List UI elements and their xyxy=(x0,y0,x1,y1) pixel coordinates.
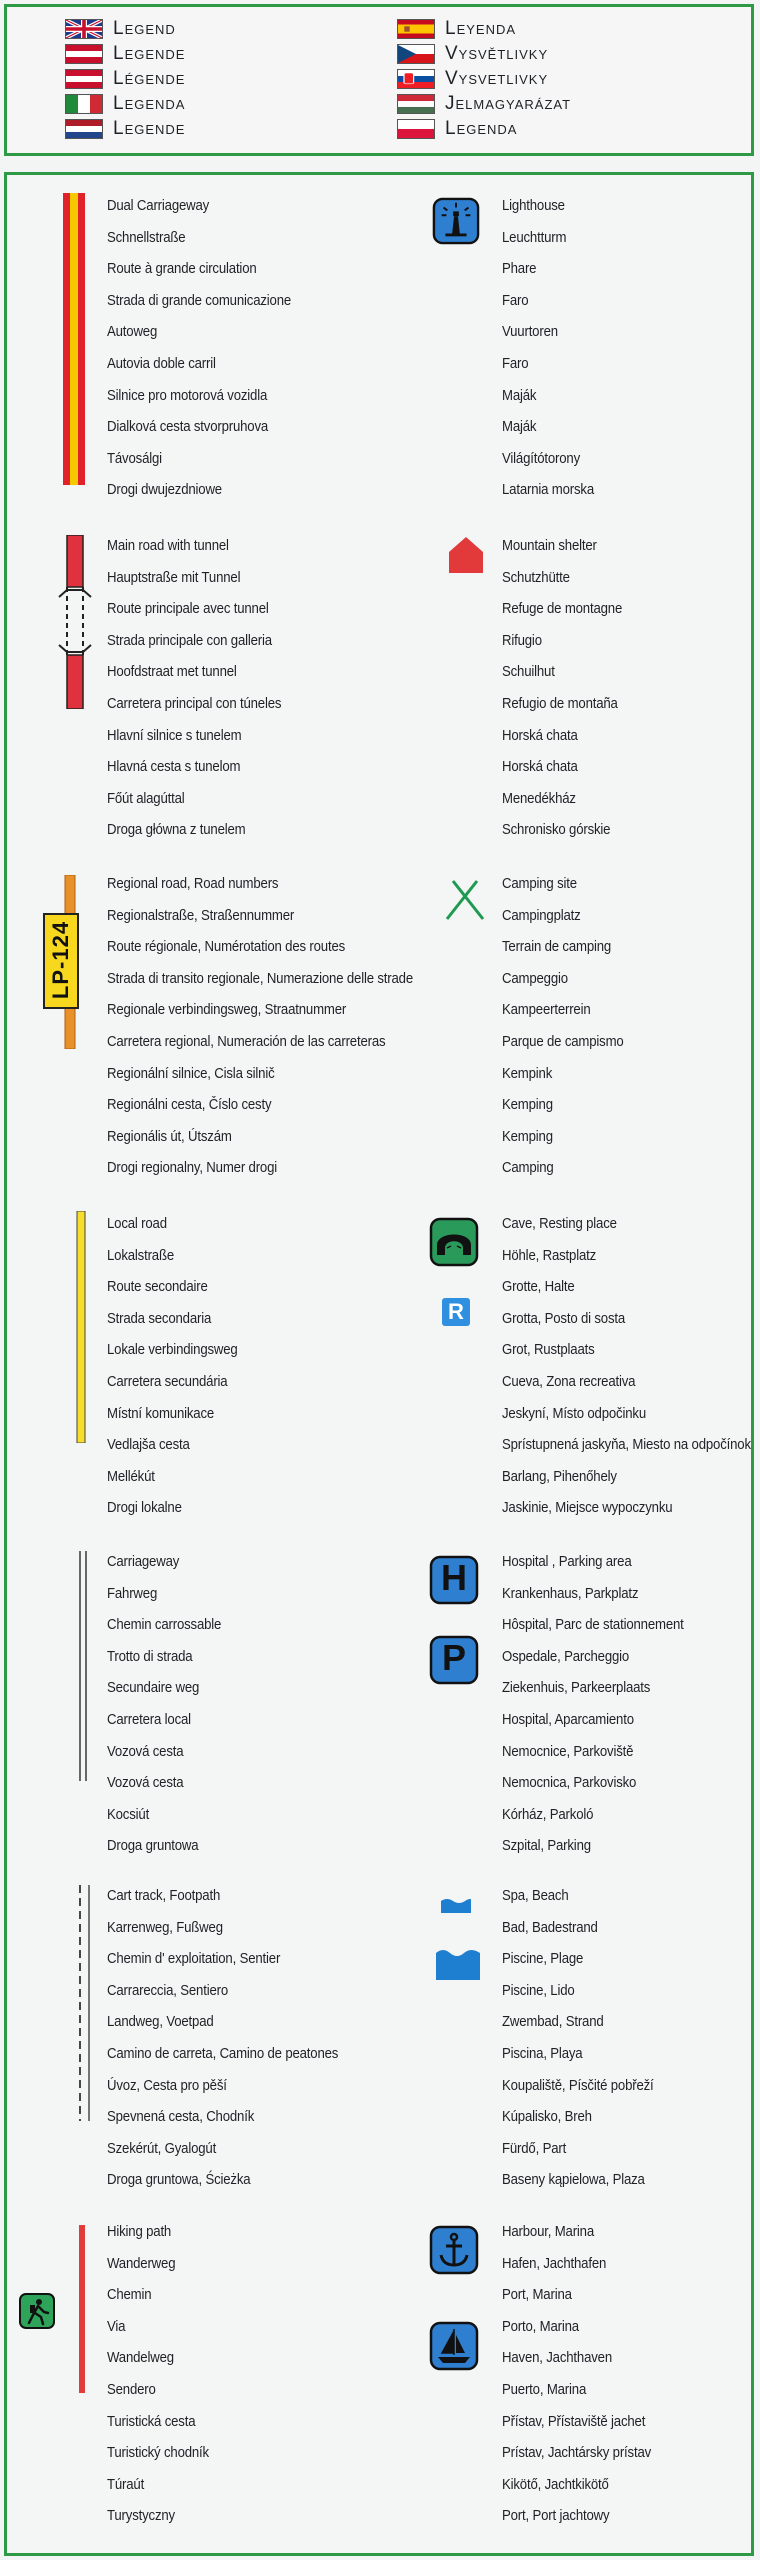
legend-language-pl xyxy=(397,117,517,141)
hospital-label: H xyxy=(441,1557,467,1598)
legend-entry-right: Phare xyxy=(502,260,537,278)
legend-entry-left: Hlavná cesta s tunelom xyxy=(107,758,241,776)
legend-entry-left: Droga gruntowa xyxy=(107,1837,199,1855)
legend-entry-right: Prístav, Jachtársky prístav xyxy=(502,2444,652,2462)
legend-entry-right: Piscine, Lido xyxy=(502,1981,575,1999)
legend-entry-left: Via xyxy=(107,2317,126,2335)
hospital-icon xyxy=(429,1555,479,1605)
legend-entry-left: Regionális út, Útszám xyxy=(107,1127,232,1145)
legend-entry-right: Krankenhaus, Parkplatz xyxy=(502,1584,639,1602)
legend-entry-right: Jeskyní, Místo odpočinku xyxy=(502,1404,646,1422)
legend-entry-left: Schnellstraße xyxy=(107,228,186,246)
legend-entry-right: Kemping xyxy=(502,1096,553,1114)
cart-track-footpath-symbol xyxy=(77,1885,93,2121)
flag-it-icon xyxy=(65,94,103,114)
legend-entry-left: Strada di grande comunicazione xyxy=(107,291,292,309)
flag-de-icon xyxy=(65,44,103,64)
legend-entry-right: Kempink xyxy=(502,1064,553,1082)
flag-cz-icon xyxy=(397,44,435,64)
legend-entry-left: Carretera regional, Numeración de las carreteras xyxy=(107,1033,386,1050)
legend-language-label: Legenda xyxy=(113,93,186,114)
legend-entry-left: Túraút xyxy=(107,2475,145,2493)
flag-es-icon xyxy=(397,19,435,39)
legend-entry-left: Spevnená cesta, Chodník xyxy=(107,2108,255,2126)
legend-entry-right: Schuilhut xyxy=(502,663,555,681)
legend-entry-left: Regionalstraße, Straßennummer xyxy=(107,906,295,924)
legend-entry-left: Turistická cesta xyxy=(107,2412,196,2430)
legend-entry-right: Mountain shelter xyxy=(502,537,597,554)
legend-entry-right: Menedékház xyxy=(502,789,576,807)
legend-entry-right: Campingplatz xyxy=(502,906,581,924)
legend-language-label: Jelmagyarázat xyxy=(445,93,572,114)
legend-entry-left: Regionální silnice, Cisla silnič xyxy=(107,1064,275,1082)
legend-language-label: Legend xyxy=(113,18,176,39)
legend-entry-left: Chemin carrossable xyxy=(107,1616,222,1634)
legend-entry-right: Fürdő, Part xyxy=(502,2139,567,2157)
camping-icon xyxy=(443,879,487,923)
legend-entry-left: Drogi lokalne xyxy=(107,1499,182,1517)
harbour-icon xyxy=(429,2225,479,2275)
legend-entry-left: Route principale avec tunnel xyxy=(107,600,269,618)
legend-entry-right: Jaskinie, Miejsce wypoczynku xyxy=(502,1499,673,1517)
legend-language-hu xyxy=(397,92,571,116)
flag-hu-icon xyxy=(397,94,435,114)
legend-entry-right: Zwembad, Strand xyxy=(502,2013,604,2031)
legend-main-box xyxy=(4,172,754,2556)
legend-language-en xyxy=(65,17,176,41)
legend-language-label: Légende xyxy=(113,68,186,89)
legend-language-nl xyxy=(65,117,185,141)
legend-entry-right: Camping site xyxy=(502,875,577,892)
legend-entry-right: Grotte, Halte xyxy=(502,1278,575,1296)
legend-entry-left: Route régionale, Numérotation des routes xyxy=(107,938,346,956)
legend-entry-right: Nemocnica, Parkovisko xyxy=(502,1774,637,1792)
hiking-path-symbol xyxy=(79,2225,85,2393)
legend-entry-left: Cart track, Footpath xyxy=(107,1887,221,1904)
legend-entry-right: Baseny kąpielowa, Plaza xyxy=(502,2171,645,2189)
legend-entry-right: Terrain de camping xyxy=(502,938,612,956)
legend-entry-left: Turistický chodník xyxy=(107,2444,209,2462)
legend-entry-left: Silnice pro motorová vozidla xyxy=(107,386,268,404)
legend-entry-right: Kemping xyxy=(502,1127,553,1145)
legend-language-fr xyxy=(65,67,185,91)
flag-pl-icon xyxy=(397,119,435,139)
legend-entry-left: Secundaire weg xyxy=(107,1679,200,1697)
legend-entry-right: Leuchtturm xyxy=(502,228,567,246)
legend-entry-left: Hoofdstraat met tunnel xyxy=(107,663,237,681)
legend-entry-left: Carriageway xyxy=(107,1553,180,1570)
legend-entry-right: Koupaliště, Písčité pobřeží xyxy=(502,2076,654,2094)
legend-entry-left: Hlavní silnice s tunelem xyxy=(107,726,242,744)
legend-entry-left: Autoweg xyxy=(107,323,158,341)
legend-entry-right: Přístav, Přístaviště jachet xyxy=(502,2412,646,2430)
legend-entry-left: Chemin xyxy=(107,2286,152,2304)
flag-nl-icon xyxy=(65,119,103,139)
legend-entry-left: Karrenweg, Fußweg xyxy=(107,1918,223,1936)
legend-entry-right: Vuurtoren xyxy=(502,323,558,341)
legend-entry-left: Strada di transito regionale, Numerazione delle strade xyxy=(107,969,414,987)
legend-entry-right: Bad, Badestrand xyxy=(502,1918,598,1936)
legend-entry-left: Távosálgi xyxy=(107,449,162,467)
legend-entry-right: Ziekenhuis, Parkeerplaats xyxy=(502,1679,651,1697)
legend-entry-right: Szpital, Parking xyxy=(502,1837,591,1855)
legend-entry-right: Porto, Marina xyxy=(502,2317,579,2335)
legend-entry-left: Vozová cesta xyxy=(107,1774,184,1792)
legend-entry-right: Haven, Jachthaven xyxy=(502,2349,613,2367)
legend-entry-left: Vozová cesta xyxy=(107,1742,184,1760)
legend-entry-right: Port, Port jachtowy xyxy=(502,2507,610,2525)
legend-entry-right: Grotta, Posto di sosta xyxy=(502,1309,626,1327)
legend-entry-right: Schronisko górskie xyxy=(502,821,611,839)
legend-entry-right: Hafen, Jachthafen xyxy=(502,2254,607,2272)
flag-en-icon xyxy=(65,19,103,39)
legend-entry-right: Maják xyxy=(502,418,537,436)
legend-entry-right: Puerto, Marina xyxy=(502,2381,587,2398)
legend-entry-right: Camping xyxy=(502,1159,554,1177)
cave-icon xyxy=(429,1217,479,1267)
legend-entry-right: Ospedale, Parcheggio xyxy=(502,1647,630,1665)
legend-entry-left: Strada principale con galleria xyxy=(107,631,272,649)
legend-entry-right: Lighthouse xyxy=(502,197,565,214)
legend-entry-left: Local road xyxy=(107,1215,167,1232)
legend-entry-left: Místní komunikace xyxy=(107,1404,215,1422)
legend-entry-right: Rifugio xyxy=(502,631,542,649)
legend-entry-left: Trotto di strada xyxy=(107,1647,193,1665)
road-number-badge xyxy=(43,913,79,1009)
legend-entry-left: Fahrweg xyxy=(107,1584,158,1602)
legend-language-label: Legende xyxy=(113,118,186,139)
legend-entry-left: Szekérút, Gyalogút xyxy=(107,2139,217,2157)
legend-entry-left: Strada secondaria xyxy=(107,1309,212,1327)
legend-language-it xyxy=(65,92,185,116)
parking-label: P xyxy=(441,1637,466,1678)
legend-entry-left: Főút alagúttal xyxy=(107,789,185,807)
legend-entry-left: Route à grande circulation xyxy=(107,260,257,278)
legend-language-box xyxy=(4,4,754,156)
legend-entry-right: Piscina, Playa xyxy=(502,2045,583,2062)
legend-entry-right: Piscine, Plage xyxy=(502,1950,584,1968)
legend-entry-left: Main road with tunnel xyxy=(107,537,229,554)
legend-entry-right: Faro xyxy=(502,291,529,309)
legend-entry-right: Campeggio xyxy=(502,969,568,987)
resting-place-icon xyxy=(441,1297,471,1327)
legend-entry-right: Sprístupnená jaskyňa, Miesto na odpočínok xyxy=(502,1436,751,1454)
legend-entry-left: Camino de carreta, Camino de peatones xyxy=(107,2045,339,2062)
legend-language-label: Legenda xyxy=(445,118,518,139)
legend-entry-right: Horská chata xyxy=(502,726,578,744)
legend-entry-left: Dialková cesta stvorpruhova xyxy=(107,418,269,436)
legend-entry-left: Kocsiút xyxy=(107,1805,150,1823)
legend-language-label: Vysvětlivky xyxy=(445,43,549,64)
legend-language-sk xyxy=(397,67,548,91)
legend-entry-right: Hôspital, Parc de stationnement xyxy=(502,1616,684,1634)
legend-entry-right: Kikötő, Jachtkikötő xyxy=(502,2475,609,2493)
legend-entry-right: Nemocnice, Parkoviště xyxy=(502,1742,634,1760)
spa-icon xyxy=(439,1893,473,1915)
lighthouse-icon xyxy=(432,197,480,245)
flag-fr-icon xyxy=(65,69,103,89)
legend-entry-left: Regionale verbindingsweg, Straatnummer xyxy=(107,1001,347,1019)
legend-entry-right: Hospital , Parking area xyxy=(502,1553,632,1570)
legend-language-es xyxy=(397,17,516,41)
legend-entry-left: Drogi dwujezdniowe xyxy=(107,481,222,499)
legend-entry-left: Vedlajša cesta xyxy=(107,1436,190,1454)
legend-entry-left: Carretera local xyxy=(107,1711,191,1728)
legend-entry-right: Maják xyxy=(502,386,537,404)
legend-entry-right: Latarnia morska xyxy=(502,481,595,499)
marina-icon xyxy=(429,2321,479,2371)
legend-entry-left: Mellékút xyxy=(107,1467,155,1485)
legend-language-label: Legende xyxy=(113,43,186,64)
legend-entry-right: Refuge de montagne xyxy=(502,600,623,618)
legend-entry-left: Drogi regionalny, Numer drogi xyxy=(107,1159,278,1177)
legend-entry-left: Wanderweg xyxy=(107,2254,176,2272)
legend-entry-right: Spa, Beach xyxy=(502,1887,569,1904)
legend-entry-right: Kúpalisko, Breh xyxy=(502,2108,592,2126)
legend-entry-left: Regional road, Road numbers xyxy=(107,875,279,892)
legend-entry-right: Faro xyxy=(502,355,529,372)
legend-language-label: Leyenda xyxy=(445,18,517,39)
legend-entry-right: Horská chata xyxy=(502,758,578,776)
legend-entry-left: Sendero xyxy=(107,2381,156,2398)
legend-entry-right: Kampeerterrein xyxy=(502,1001,591,1019)
legend-entry-right: Hospital, Aparcamiento xyxy=(502,1711,634,1728)
legend-entry-left: Droga główna z tunelem xyxy=(107,821,246,839)
legend-entry-right: Kórház, Parkoló xyxy=(502,1805,594,1823)
legend-entry-left: Droga gruntowa, Ścieżka xyxy=(107,2171,251,2189)
legend-entry-right: Harbour, Marina xyxy=(502,2223,595,2240)
legend-entry-left: Carretera secundária xyxy=(107,1373,228,1390)
legend-entry-left: Autovia doble carril xyxy=(107,355,216,372)
main-road-tunnel-symbol xyxy=(57,535,93,709)
legend-entry-left: Úvoz, Cesta pro pěší xyxy=(107,2076,227,2094)
resting-place-label: R xyxy=(448,1299,464,1324)
parking-icon xyxy=(429,1635,479,1685)
legend-entry-right: Parque de campismo xyxy=(502,1033,624,1050)
road-number-label: LP-124 xyxy=(48,920,73,1000)
legend-entry-right: Barlang, Pihenőhely xyxy=(502,1467,617,1485)
legend-entry-right: Grot, Rustplaats xyxy=(502,1341,595,1359)
dual-carriageway-symbol xyxy=(63,193,85,485)
legend-entry-left: Wandelweg xyxy=(107,2349,174,2367)
carriageway-symbol xyxy=(77,1551,89,1781)
legend-entry-right: Refugio de montaña xyxy=(502,695,618,712)
legend-entry-right: Cueva, Zona recreativa xyxy=(502,1373,636,1390)
legend-language-cz xyxy=(397,42,548,66)
legend-entry-left: Route secondaire xyxy=(107,1278,208,1296)
legend-entry-left: Turystyczny xyxy=(107,2507,175,2525)
mountain-shelter-icon xyxy=(447,535,485,575)
legend-language-label: Vysvetlivky xyxy=(445,68,549,89)
legend-entry-left: Carrareccia, Sentiero xyxy=(107,1981,229,1999)
legend-entry-left: Landweg, Voetpad xyxy=(107,2013,214,2031)
beach-icon xyxy=(435,1941,481,1981)
legend-entry-left: Lokalstraße xyxy=(107,1246,175,1264)
legend-entry-left: Chemin d' exploitation, Sentier xyxy=(107,1950,281,1968)
flag-sk-icon xyxy=(397,69,435,89)
hiker-icon xyxy=(19,2293,55,2329)
legend-language-de xyxy=(65,42,185,66)
legend-entry-left: Regionálni cesta, Číslo cesty xyxy=(107,1096,272,1114)
legend-entry-right: Höhle, Rastplatz xyxy=(502,1246,597,1264)
legend-entry-right: Port, Marina xyxy=(502,2286,572,2304)
legend-entry-left: Dual Carriageway xyxy=(107,197,210,214)
legend-entry-left: Carretera principal con túneles xyxy=(107,695,282,712)
local-road-symbol xyxy=(73,1211,89,1443)
legend-entry-right: Schutzhütte xyxy=(502,568,570,586)
legend-entry-right: Világítótorony xyxy=(502,449,581,467)
legend-entry-right: Cave, Resting place xyxy=(502,1215,617,1232)
legend-entry-left: Hauptstraße mit Tunnel xyxy=(107,568,241,586)
legend-entry-left: Lokale verbindingsweg xyxy=(107,1341,238,1359)
legend-entry-left: Hiking path xyxy=(107,2223,172,2240)
